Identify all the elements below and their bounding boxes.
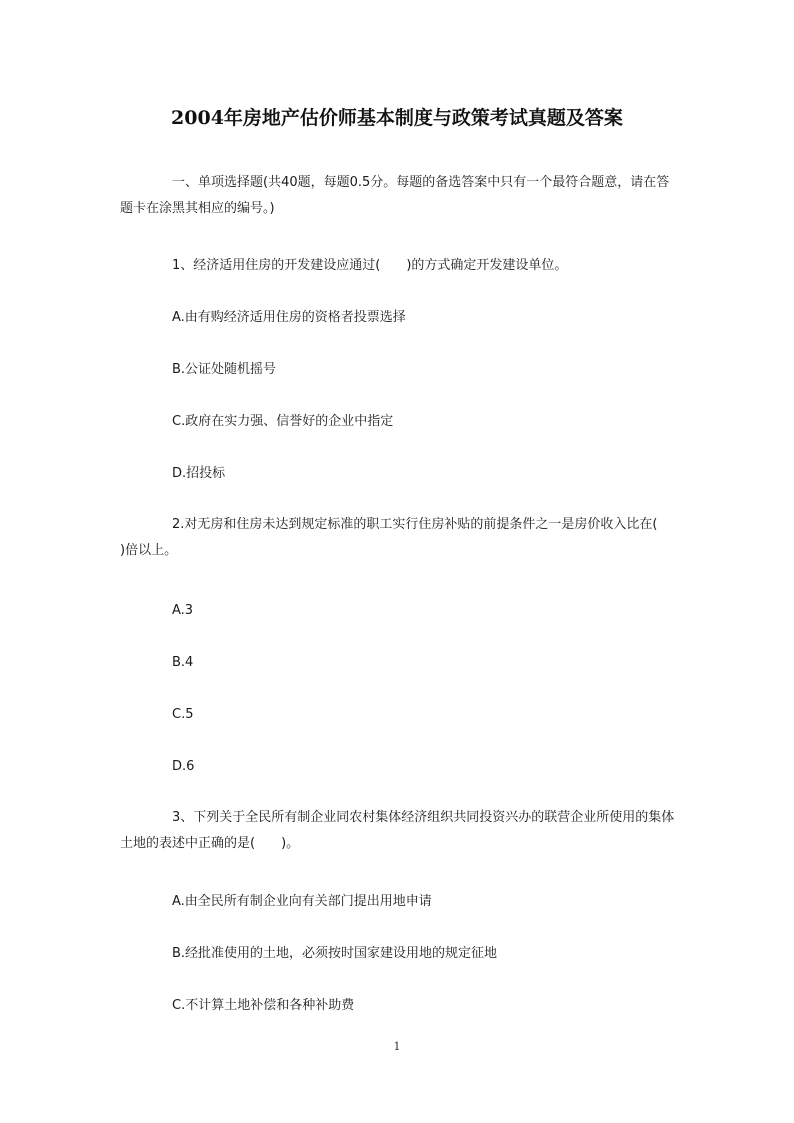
question-1-stem: 1、经济适用住房的开发建设应通过( )的方式确定开发建设单位。 (172, 258, 568, 273)
question-1-option-d: D.招投标 (172, 466, 226, 481)
question-2-option-a: A.3 (172, 603, 194, 618)
question-2-stem: 2.对无房和住房未达到规定标准的职工实行住房补贴的前提条件之一是房价收入比在( )倍以上。 (120, 517, 684, 558)
question-3-option-b: B.经批准使用的土地，必须按时国家建设用地的规定征地 (172, 946, 498, 961)
section-heading: 一、单项选择题(共40题，每题0.5分。每题的备选答案中只有一个最符合题意，请在答题卡在涂黑其相应的编号。) (120, 175, 670, 216)
question-3-option-c: C.不计算土地补偿和各种补助费 (172, 998, 355, 1013)
page-number: 1 (393, 1040, 401, 1053)
question-1-option-b: B.公证处随机摇号 (172, 362, 277, 377)
question-2-option-c: C.5 (172, 707, 194, 722)
question-2-option-d: D.6 (172, 759, 195, 774)
question-1-option-c: C.政府在实力强、信誉好的企业中指定 (172, 414, 394, 429)
question-2-option-b: B.4 (172, 655, 194, 670)
question-3-stem: 3、下列关于全民所有制企业同农村集体经济组织共同投资兴办的联营企业所使用的集体土地的表述中正确的是( )。 (120, 810, 675, 851)
document-title: 2004年房地产估价师基本制度与政策考试真题及答案 (171, 107, 623, 129)
question-1-option-a: A.由有购经济适用住房的资格者投票选择 (172, 310, 406, 325)
question-3-option-a: A.由全民所有制企业向有关部门提出用地申请 (172, 894, 432, 909)
